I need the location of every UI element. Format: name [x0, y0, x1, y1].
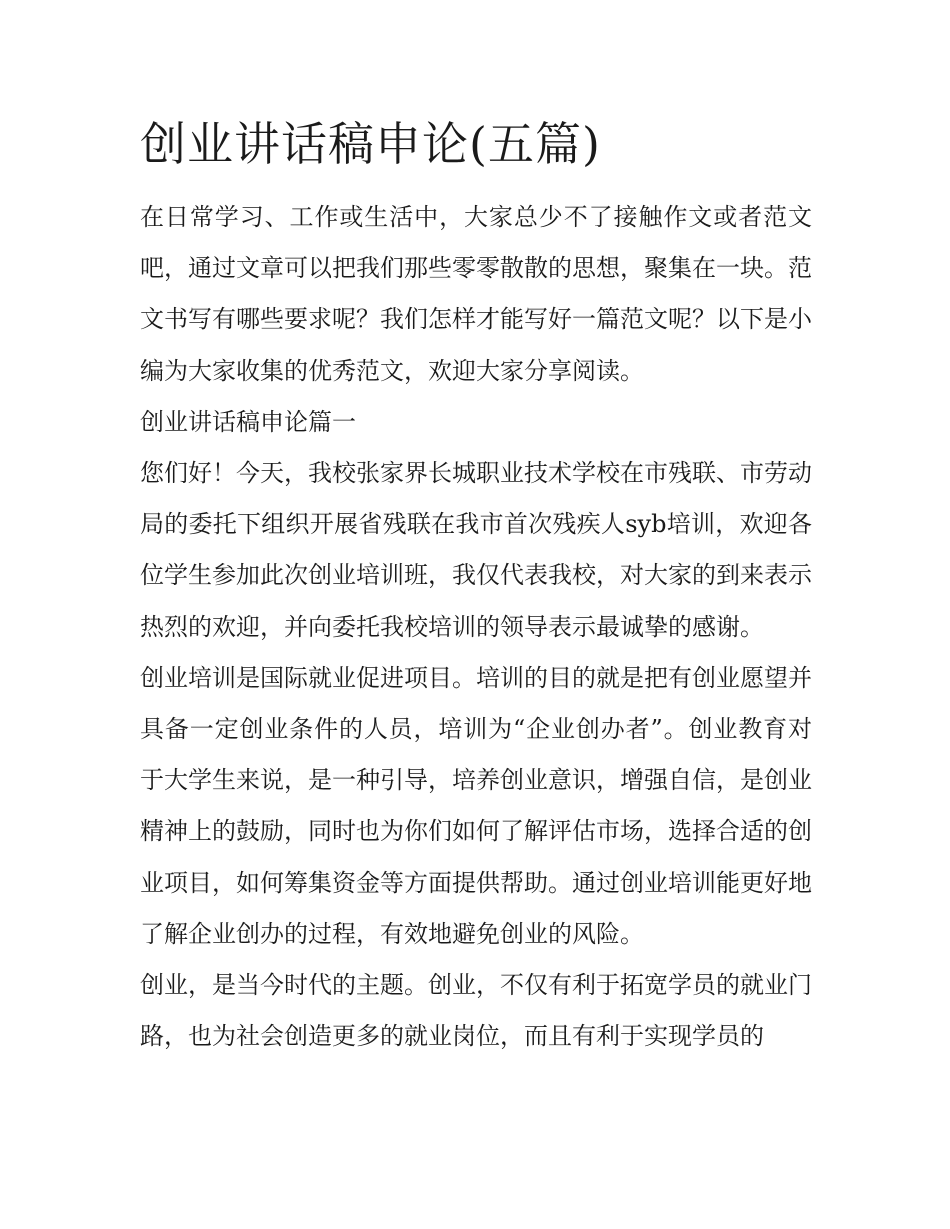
- intro-paragraph: 在日常学习、工作或生活中，大家总少不了接触作文或者范文吧，通过文章可以把我们那些零零散散的思想，聚集在一块。范文书写有哪些要求呢？我们怎样才能写好一篇范文呢？以下是小编为大家收集的优秀范文，欢迎大家分享阅读。: [140, 203, 812, 385]
- body-paragraph: 创业，是当今时代的主题。创业，不仅有利于拓宽学员的就业门路，也为社会创造更多的就业岗位，而且有利于实现学员的: [140, 971, 812, 1051]
- body-paragraph: 创业培训是国际就业促进项目。培训的目的就是把有创业愿望并具备一定创业条件的人员，培训为“企业创办者”。创业教育对于大学生来说，是一种引导，培养创业意识，增强自信，是创业精神上的鼓励，同时也为你们如何了解评估市场，选择合适的创业项目，如何筹集资金等方面提供帮助。通过创业培训能更好地了解企业创办的过程，有效地避免创业的风险。: [140, 663, 812, 948]
- document-page: [140, 112, 812, 1062]
- document-body: [140, 192, 812, 1062]
- section-heading: 创业讲话稿申论篇一: [140, 407, 356, 436]
- document-title: 创业讲话稿申论(五篇): [140, 117, 601, 171]
- body-paragraph: 您们好！今天，我校张家界长城职业技术学校在市残联、市劳动局的委托下组织开展省残联在我市首次残疾人syb培训，欢迎各位学生参加此次创业培训班，我仅代表我校，对大家的到来表示热烈的欢迎，并向委托我校培训的领导表示最诚挚的感谢。: [140, 459, 812, 641]
